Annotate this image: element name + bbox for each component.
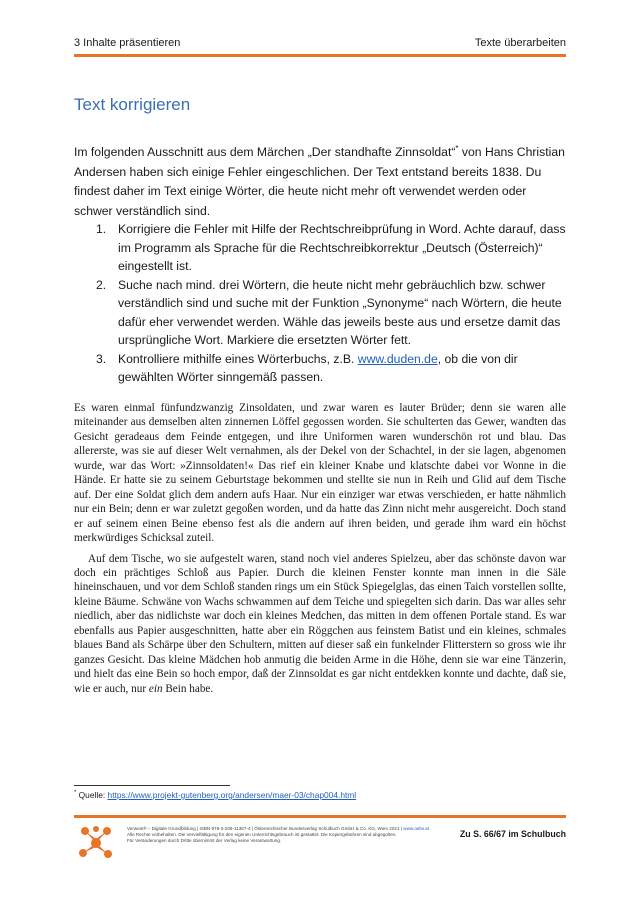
task-item <box>74 350 566 387</box>
legal-line: Für Veränderungen durch Dritte übernimmt der Verlag keine Verantwortung. <box>127 838 282 844</box>
textbook-reference: Zu S. 66/67 im Schulbuch <box>459 829 566 839</box>
story-paragraph-2 <box>74 552 566 697</box>
header-rule <box>74 54 566 57</box>
intro-text-end: von Hans Christian Andersen haben sich einige Fehler eingeschlichen. Der Text entstand bereits 1838. Du findest daher im Text einige Wörter, die heute nicht mehr oft verwendet werden oder schwer verständlich sind. <box>74 145 565 218</box>
task-text-start: Kontrolliere mithilfe eines Wörterbuchs, z.B. <box>118 351 358 366</box>
footer-rule <box>74 815 566 818</box>
publisher-logo-icon <box>77 822 115 862</box>
task-text: Suche nach mind. drei Wörtern, die heute nicht mehr gebräuchlich bzw. schwer verständlich sind und suche mit der Funktion „Synonyme“ nach Wörtern, die heute dafür eher verwendet werden. Wähle das jeweils beste aus und ersetze damit das ursprüngliche Wort. Markiere die ersetzten Wörter fett. <box>118 277 562 347</box>
legal-notice <box>127 826 427 845</box>
legal-line: Alle Rechte vorbehalten. Die Vervielfältigung für den eigenen Unterrichtsgebrauch ist gestattet. Die Kopiergebühren sind abgegolten. <box>127 832 397 838</box>
section-label: Texte überarbeiten <box>474 37 566 49</box>
footnote-label: Quelle: <box>76 790 108 800</box>
task-number: 3. <box>96 351 107 366</box>
story-text <box>74 401 566 696</box>
intro-paragraph <box>74 139 566 221</box>
task-number: 1. <box>96 222 107 236</box>
publisher-link[interactable]: www.oebv.at <box>403 826 429 831</box>
intro-text-start: Im folgenden Ausschnitt aus dem Märchen „Der standhafte Zinnsoldat“ <box>74 145 456 160</box>
task-number: 2. <box>96 277 107 292</box>
task-text: Korrigiere die Fehler mit Hilfe der Rechtschreibprüfung in Word. Achte darauf, dass im Programm als Sprache für die Rechtschreibkorrektur „Deutsch (Österreich)“ eingestellt ist. <box>118 222 566 273</box>
task-list <box>74 220 566 387</box>
duden-link[interactable]: www.duden.de <box>357 351 438 366</box>
legal-text: Verweis® – Digitale Grundbildung | ISBN 978-3-209-11367-4 | Österreichischer Bundesverlag Schulbuch GmbH & Co. KG, Wien 2021 | <box>127 826 404 831</box>
story-text-end: Bein habe. <box>162 682 214 695</box>
story-text-start: Auf dem Tische, wo sie aufgestelt waren, stand noch viel anderes Spielzeu, aber das schönste davon war doch ein prächtiges Schloß aus Papier. Durch die kleinen Fenster konnte man innen in die Säle hineinschauen, und vor dem Schloß standen rings um ein Stück Spiegelglas, das einen Taich vorstellen sollte, kleine Bäume. Schwäne von Wachs schwammen auf dem Teiche und spiegelten sich darin. Das war alles sehr niedlich, aber das nidlichste war doch ein kleines Medchen, das mitten in dem offenen Portale stand. Es war ebenfalls aus Papier ausgeschnitten, hatte aber ein Röggchen aus feinstem Batist und ein kleines, schmales blaues Band als Schärpe über den Schultern, mitten auf dieser saß ein funkelnder Flitterstern so gross wie ihr ganzes Gesicht. Das kleine Mädchen hob anmutig die beiden Arme in die Höhe, denn sie war eine Tänzerin, und hielt das eine Bein so hoch empor, daß der Zinnsoldat es gar nicht entdekken konnte und dachte, daß sie, wie er auch, nur <box>74 552 566 695</box>
page-title: Text korrigieren <box>74 95 191 114</box>
page-header <box>74 37 566 53</box>
task-item <box>74 276 566 350</box>
task-text-end: , ob die von dir gewählten Wörter sinngemäß passen. <box>118 351 518 384</box>
chapter-label: 3 Inhalte präsentieren <box>74 37 181 49</box>
footnote <box>74 790 356 800</box>
story-paragraph-1: Es waren einmal fünfundzwanzig Zinsoldaten, und zwar waren es lauter Brüder; denn sie waren alle miteinander aus demselben alten zinnernen Löffel gegossen worden. Sie schulterten das Gewer, wandten das Gesicht geradeaus dem Feinde entgegen, und ihre Uniformen waren wunderschön rot und blau. Das allererste, was sie auf dieser Welt vernahmen, als der Dekel von der Schachtel, in der sie lagen, abgenomen wurde, war das Wort: »Zinnsoldaten!« Das rief ein kleiner Knabe und klatschte dabei vor Wonne in die Hände. Er hatte sie zu seinem Geburtstage bekommen und stellte sie nun in Reih und Glid auf dem Tische auf. Der eine Soldat glich dem andern aufs Haar. Nur ein einziger war etwas verschieden, er hatte nähmlich nur ein Bein; denn er war zuletzt gegoßen worden, und da hatte das Zinn nicht mehr ausgereicht. Doch stand er auf seinem einen Beine ebenso fest als die andern auf ihren beiden, und gerade ihm ward ein höchst merkwürdiges Schicksal zuteil. <box>74 402 566 545</box>
emphasized-word: ein <box>148 682 163 695</box>
source-link[interactable]: https://www.projekt-gutenberg.org/andersen/maer-03/chap004.html <box>107 790 357 800</box>
footnote-mark: * <box>74 790 77 797</box>
task-item <box>74 220 566 276</box>
footnote-marker: * <box>455 144 459 153</box>
footnote-rule <box>74 785 230 786</box>
